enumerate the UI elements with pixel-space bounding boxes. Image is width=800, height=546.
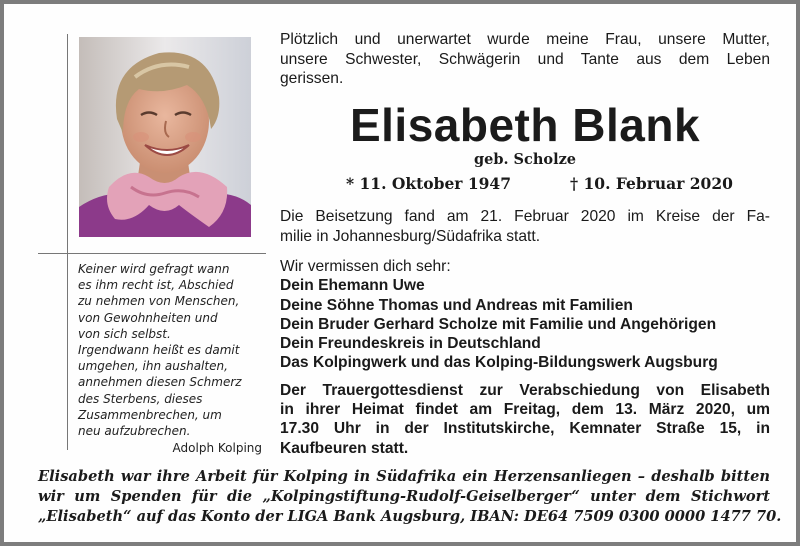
burial-line: milie in Johannesburg/Südafrika statt. bbox=[280, 227, 541, 245]
donation-appeal bbox=[38, 467, 782, 527]
service-line: Kaufbeuren statt. bbox=[280, 439, 409, 457]
maiden-name: geb. Scholze bbox=[473, 151, 577, 168]
mourner-item: Deine Söhne Thomas und Andreas mit Familien bbox=[280, 296, 633, 314]
quote-line: Irgendwann heißt es damit bbox=[78, 343, 240, 358]
mourner-item: Dein Freundeskreis in Deutschland bbox=[280, 335, 541, 353]
quote-line: Zusammenbrechen, um bbox=[78, 407, 222, 422]
quote-line: zu nehmen von Menschen, bbox=[78, 294, 240, 309]
quote-line: annehmen diesen Schmerz bbox=[78, 375, 242, 390]
mourners-lead: Wir vermissen dich sehr: bbox=[280, 258, 451, 275]
burial-line: Die Beisetzung fand am 21. Februar 2020 im Kreise der Fa- bbox=[280, 208, 770, 225]
mourner-item: Dein Ehemann Uwe bbox=[280, 277, 425, 295]
quote-line: von sich selbst. bbox=[78, 326, 171, 341]
service-line: Der Trauergottesdienst zur Verabschiedung von Elisabeth bbox=[280, 382, 770, 399]
birth-date: * 11. Oktober 1947 bbox=[346, 174, 512, 193]
mourner-item: Das Kolpingwerk und das Kolping-Bildungswerk Augsburg bbox=[280, 354, 718, 372]
intro-line: gerissen. bbox=[280, 70, 344, 87]
intro-line: unsere Schwester, Schwägerin und Tante aus dem Leben bbox=[280, 50, 770, 68]
burial-text bbox=[280, 207, 770, 246]
service-line: 17.30 Uhr in der Institutskirche, Kemnater Straße 15, in bbox=[280, 420, 770, 438]
intro-text bbox=[280, 30, 770, 89]
quote-line: von Gewohnheiten und bbox=[78, 310, 218, 325]
death-date: † 10. Februar 2020 bbox=[570, 174, 733, 193]
frame-horizontal-line bbox=[38, 253, 266, 254]
appeal-line: Elisabeth war ihre Arbeit für Kolping in Südafrika ein Herzensanliegen – deshalb bitten bbox=[38, 468, 770, 485]
quote-line: Keiner wird gefragt wann bbox=[78, 262, 230, 276]
quote-line: des Sterbens, dieses bbox=[78, 391, 203, 406]
mourners-list bbox=[280, 257, 770, 373]
portrait-illustration bbox=[79, 37, 251, 237]
appeal-line: „Elisabeth“ auf das Konto der LIGA Bank Augsburg, IBAN: DE64 7509 0300 0000 1477 70. bbox=[38, 508, 782, 525]
quote-line: neu aufzubrechen. bbox=[78, 424, 191, 439]
quote-line: es ihm recht ist, Abschied bbox=[78, 278, 234, 293]
quote-line: umgehen, ihn aushalten, bbox=[78, 359, 228, 374]
mourner-item: Dein Bruder Gerhard Scholze mit Familie und Angehörigen bbox=[280, 315, 717, 333]
kolping-quote bbox=[78, 261, 262, 456]
appeal-line: wir um Spenden für die „Kolpingstiftung-Rudolf-Geiselberger“ unter dem Stichwort bbox=[38, 488, 770, 505]
quote-author: Adolph Kolping bbox=[172, 441, 262, 456]
service-line: in ihrer Heimat findet am Freitag, dem 13. März 2020, um bbox=[280, 401, 770, 419]
deceased-name: Elisabeth Blank bbox=[349, 99, 701, 151]
frame-vertical-line bbox=[67, 34, 68, 450]
portrait-photo bbox=[79, 37, 251, 237]
intro-line: Plötzlich und unerwartet wurde meine Frau, unsere Mutter, bbox=[280, 31, 770, 48]
funeral-service-text bbox=[280, 381, 770, 458]
